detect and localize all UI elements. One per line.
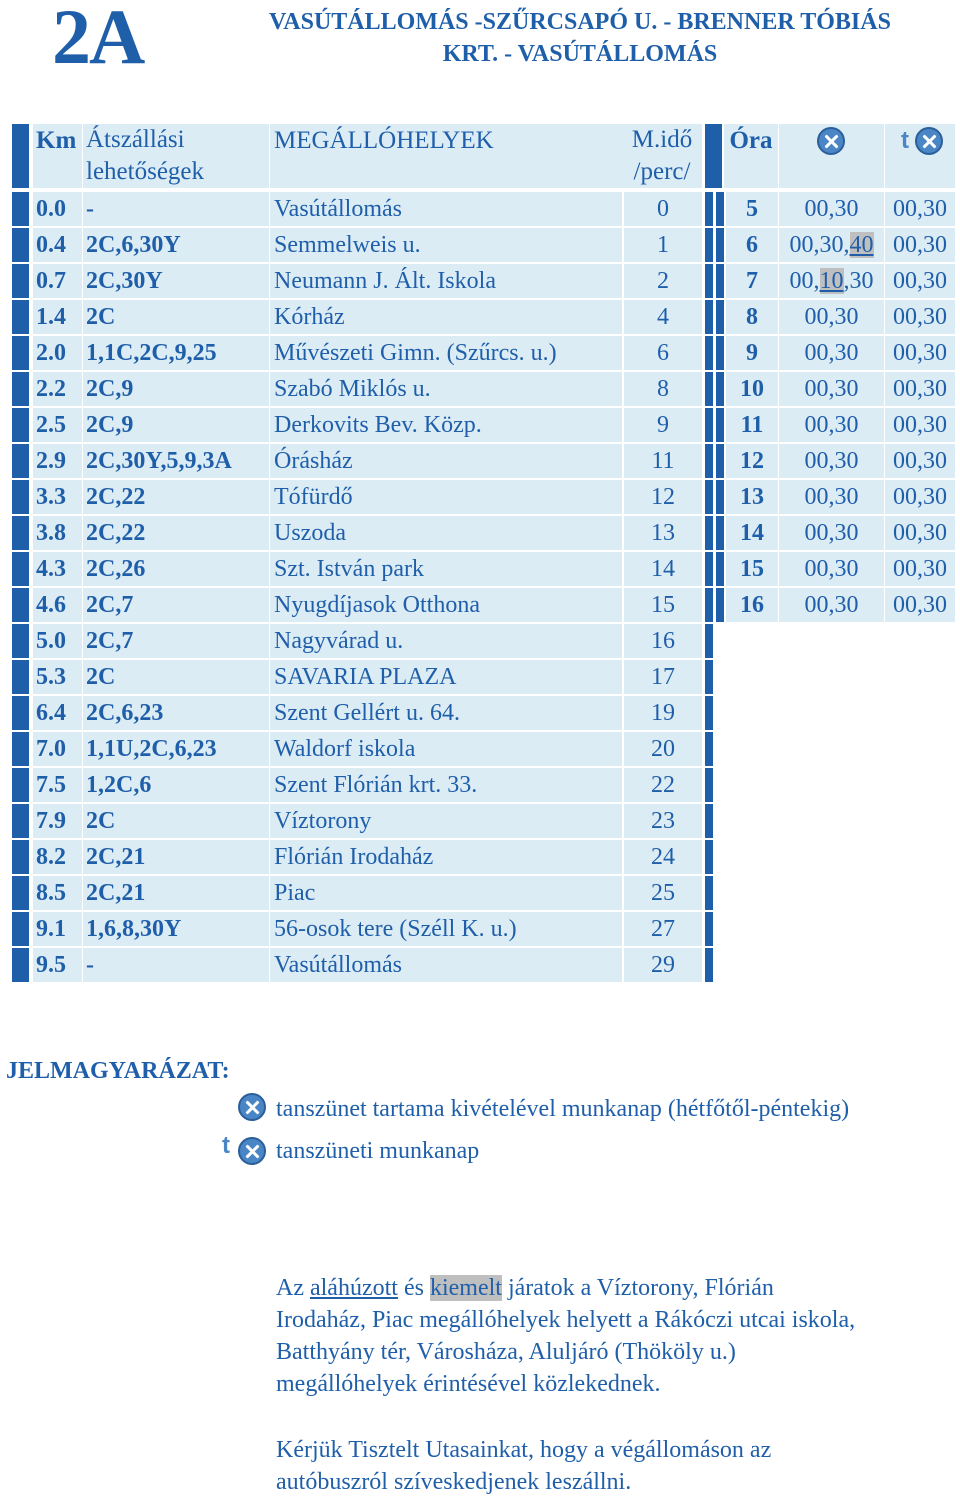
workday-minutes: 00,30 — [779, 480, 884, 514]
stop-transfer: 2C — [83, 804, 269, 838]
row-left-bar — [12, 732, 29, 766]
legend-workday: tanszünet tartama kivételével munkanap (hétfőtől-péntekig) — [276, 1096, 850, 1122]
row-left-bar — [12, 480, 29, 514]
workday-minutes: 00,30 — [779, 516, 884, 550]
row-left-bar — [12, 912, 29, 946]
legend-title: JELMAGYARÁZAT: — [6, 1058, 230, 1084]
stop-km: 2.5 — [33, 408, 82, 442]
departure-hour: 11 — [726, 408, 778, 442]
holiday-minutes: 00,30 — [885, 516, 955, 550]
workday-minutes: 00,30 — [779, 336, 884, 370]
stop-km: 6.4 — [33, 696, 82, 730]
workday-minutes: 00,30 — [779, 372, 884, 406]
row-mid-bar — [705, 660, 713, 694]
row-mid-bar — [705, 192, 713, 226]
workday-minutes: 00,30 — [779, 408, 884, 442]
departure-hour: 15 — [726, 552, 778, 586]
row-mid-bar — [705, 336, 713, 370]
special-departure: 10 — [819, 268, 844, 294]
hour-left-bar — [716, 192, 724, 226]
header-transfer: Átszállási lehetőségek — [83, 124, 269, 188]
stop-name: Művészeti Gimn. (Szűrcs. u.) — [270, 336, 622, 370]
workday-minutes: 00,30,40 — [779, 228, 884, 262]
row-mid-bar — [705, 516, 713, 550]
stop-km: 7.5 — [33, 768, 82, 802]
stop-km: 1.4 — [33, 300, 82, 334]
row-left-bar — [12, 768, 29, 802]
row-mid-bar — [705, 912, 713, 946]
route-title-line2: KRT. - VASÚTÁLLOMÁS — [442, 41, 718, 67]
departure-hour: 16 — [726, 588, 778, 622]
row-mid-bar — [705, 768, 713, 802]
row-left-bar — [12, 192, 29, 226]
x-circle-icon — [817, 127, 845, 155]
stop-name: 56-osok tere (Széll K. u.) — [270, 912, 622, 946]
stop-transfer: 2C,22 — [83, 516, 269, 550]
stop-transfer: 2C,21 — [83, 876, 269, 910]
hour-left-bar — [716, 516, 724, 550]
row-mid-bar — [705, 408, 713, 442]
stop-minute: 11 — [624, 444, 702, 478]
row-left-bar — [12, 660, 29, 694]
row-mid-bar — [705, 444, 713, 478]
row-left-bar — [12, 696, 29, 730]
stop-km: 7.0 — [33, 732, 82, 766]
stop-minute: 27 — [624, 912, 702, 946]
stop-name: Órásház — [270, 444, 622, 478]
holiday-minutes: 00,30 — [885, 588, 955, 622]
row-left-bar — [12, 372, 29, 406]
special-departure: 40 — [849, 232, 874, 258]
stop-name: Szt. István park — [270, 552, 622, 586]
row-left-bar — [12, 552, 29, 586]
row-mid-bar — [705, 480, 713, 514]
x-circle-icon — [238, 1093, 266, 1121]
row-mid-bar — [705, 696, 713, 730]
row-mid-bar — [705, 264, 713, 298]
row-mid-bar — [705, 624, 713, 658]
route-number: 2A — [52, 0, 144, 80]
legend-holiday: tanszüneti munkanap — [276, 1138, 480, 1164]
stop-km: 8.5 — [33, 876, 82, 910]
row-left-bar — [12, 876, 29, 910]
row-left-bar — [12, 804, 29, 838]
stop-transfer: 2C,9 — [83, 372, 269, 406]
row-mid-bar — [705, 732, 713, 766]
holiday-minutes: 00,30 — [885, 336, 955, 370]
passenger-note: Kérjük Tisztelt Utasainkat, hogy a végállomáson az autóbuszról szíveskedjenek leszállni. — [276, 1437, 772, 1495]
row-left-bar — [12, 840, 29, 874]
stop-transfer: 2C,6,23 — [83, 696, 269, 730]
row-mid-bar — [705, 300, 713, 334]
stop-transfer: 1,6,8,30Y — [83, 912, 269, 946]
stop-minute: 2 — [624, 264, 702, 298]
stop-km: 4.6 — [33, 588, 82, 622]
workday-minutes: 00,10,30 — [779, 264, 884, 298]
stop-name: Vasútállomás — [270, 948, 622, 982]
stop-transfer: 2C — [83, 300, 269, 334]
row-mid-bar — [705, 840, 713, 874]
stop-minute: 15 — [624, 588, 702, 622]
row-mid-bar — [705, 876, 713, 910]
stop-km: 2.9 — [33, 444, 82, 478]
x-circle-icon — [238, 1137, 266, 1165]
route-note: Az aláhúzott és kiemelt járatok a Víztorony, Flórián Irodaház, Piac megállóhelyek helyett a Rákóczi utcai iskola, Batthyány tér, Városháza, Aluljáró (Thököly u.) megállóhelyek érintésével közlekednek. — [276, 1275, 856, 1397]
stop-transfer: 2C,9 — [83, 408, 269, 442]
stop-name: Szabó Miklós u. — [270, 372, 622, 406]
stop-name: Nyugdíjasok Otthona — [270, 588, 622, 622]
stop-minute: 22 — [624, 768, 702, 802]
holiday-minutes: 00,30 — [885, 372, 955, 406]
departure-hour: 13 — [726, 480, 778, 514]
row-mid-bar — [705, 588, 713, 622]
header-workday — [779, 124, 884, 188]
stop-transfer: 1,1U,2C,6,23 — [83, 732, 269, 766]
stop-minute: 14 — [624, 552, 702, 586]
departure-hour: 6 — [726, 228, 778, 262]
stop-minute: 25 — [624, 876, 702, 910]
stop-transfer: - — [83, 948, 269, 982]
row-mid-bar — [705, 552, 713, 586]
stop-minute: 4 — [624, 300, 702, 334]
hour-left-bar — [716, 372, 724, 406]
stop-name: Víztorony — [270, 804, 622, 838]
workday-minutes: 00,30 — [779, 552, 884, 586]
hour-left-bar — [716, 264, 724, 298]
stop-km: 2.0 — [33, 336, 82, 370]
stop-name: Derkovits Bev. Közp. — [270, 408, 622, 442]
stop-minute: 24 — [624, 840, 702, 874]
stop-transfer: 2C,21 — [83, 840, 269, 874]
stop-name: Szent Flórián krt. 33. — [270, 768, 622, 802]
stop-km: 0.4 — [33, 228, 82, 262]
row-left-bar — [12, 948, 29, 982]
hour-left-bar — [716, 336, 724, 370]
holiday-minutes: 00,30 — [885, 480, 955, 514]
stop-minute: 9 — [624, 408, 702, 442]
stop-transfer: 2C,7 — [83, 588, 269, 622]
stop-km: 8.2 — [33, 840, 82, 874]
header-holiday — [885, 124, 955, 188]
stop-name: Kórház — [270, 300, 622, 334]
row-left-bar — [12, 264, 29, 298]
row-left-bar — [12, 300, 29, 334]
holiday-minutes: 00,30 — [885, 444, 955, 478]
hour-left-bar — [716, 408, 724, 442]
holiday-minutes: 00,30 — [885, 408, 955, 442]
workday-minutes: 00,30 — [779, 588, 884, 622]
departure-hour: 12 — [726, 444, 778, 478]
stop-transfer: 2C,30Y,5,9,3A — [83, 444, 269, 478]
row-left-bar — [12, 336, 29, 370]
stop-name: Semmelweis u. — [270, 228, 622, 262]
t-letter-icon: t — [901, 127, 909, 154]
row-left-bar — [12, 588, 29, 622]
stop-transfer: 2C,7 — [83, 624, 269, 658]
workday-minutes: 00,30 — [779, 300, 884, 334]
stop-name: Piac — [270, 876, 622, 910]
stop-name: SAVARIA PLAZA — [270, 660, 622, 694]
stop-name: Uszoda — [270, 516, 622, 550]
stop-km: 0.7 — [33, 264, 82, 298]
t-letter-icon: t — [222, 1132, 230, 1159]
stop-name: Flórián Irodaház — [270, 840, 622, 874]
stop-minute: 12 — [624, 480, 702, 514]
holiday-minutes: 00,30 — [885, 552, 955, 586]
stop-minute: 0 — [624, 192, 702, 226]
stop-transfer: - — [83, 192, 269, 226]
row-mid-bar — [705, 804, 713, 838]
row-left-bar — [12, 408, 29, 442]
hour-left-bar — [716, 552, 724, 586]
hour-left-bar — [716, 228, 724, 262]
header-hour: Óra — [724, 124, 778, 188]
header-km: Km — [33, 124, 82, 188]
stop-km: 9.5 — [33, 948, 82, 982]
stop-minute: 19 — [624, 696, 702, 730]
stop-minute: 1 — [624, 228, 702, 262]
header-stops: MEGÁLLÓHELYEK — [270, 124, 622, 188]
stop-minute: 8 — [624, 372, 702, 406]
departure-hour: 10 — [726, 372, 778, 406]
stop-km: 5.0 — [33, 624, 82, 658]
stop-minute: 13 — [624, 516, 702, 550]
stop-minute: 20 — [624, 732, 702, 766]
stop-minute: 23 — [624, 804, 702, 838]
hour-left-bar — [716, 300, 724, 334]
workday-minutes: 00,30 — [779, 192, 884, 226]
departure-hour: 7 — [726, 264, 778, 298]
hour-left-bar — [716, 444, 724, 478]
stop-minute: 16 — [624, 624, 702, 658]
row-left-bar — [12, 516, 29, 550]
departure-hour: 14 — [726, 516, 778, 550]
stop-km: 3.8 — [33, 516, 82, 550]
holiday-minutes: 00,30 — [885, 228, 955, 262]
stop-km: 2.2 — [33, 372, 82, 406]
departure-hour: 5 — [726, 192, 778, 226]
x-circle-icon — [915, 127, 943, 155]
header-left-bar — [12, 124, 29, 188]
row-mid-bar — [705, 948, 713, 982]
workday-minutes: 00,30 — [779, 444, 884, 478]
stop-transfer: 2C,6,30Y — [83, 228, 269, 262]
stop-name: Szent Gellért u. 64. — [270, 696, 622, 730]
header-time: M.idő /perc/ — [622, 124, 702, 188]
underlined-word: aláhúzott — [309, 1275, 398, 1301]
stop-name: Nagyvárad u. — [270, 624, 622, 658]
stop-name: Neumann J. Ált. Iskola — [270, 264, 622, 298]
header-mid-bar — [705, 124, 722, 188]
stop-name: Tófürdő — [270, 480, 622, 514]
row-left-bar — [12, 228, 29, 262]
stop-km: 7.9 — [33, 804, 82, 838]
stop-km: 3.3 — [33, 480, 82, 514]
stop-km: 5.3 — [33, 660, 82, 694]
stop-transfer: 2C,22 — [83, 480, 269, 514]
stop-transfer: 1,2C,6 — [83, 768, 269, 802]
holiday-minutes: 00,30 — [885, 264, 955, 298]
row-left-bar — [12, 624, 29, 658]
route-title-line1: VASÚTÁLLOMÁS -SZŰRCSAPÓ U. - BRENNER TÓBIÁS — [269, 9, 891, 35]
departure-hour: 9 — [726, 336, 778, 370]
holiday-minutes: 00,30 — [885, 192, 955, 226]
stop-km: 4.3 — [33, 552, 82, 586]
stop-name: Waldorf iskola — [270, 732, 622, 766]
route-title — [200, 6, 960, 70]
row-mid-bar — [705, 228, 713, 262]
stop-km: 9.1 — [33, 912, 82, 946]
stop-minute: 17 — [624, 660, 702, 694]
stop-minute: 29 — [624, 948, 702, 982]
row-left-bar — [12, 444, 29, 478]
stop-transfer: 2C,26 — [83, 552, 269, 586]
stop-transfer: 1,1C,2C,9,25 — [83, 336, 269, 370]
hour-left-bar — [716, 588, 724, 622]
stop-minute: 6 — [624, 336, 702, 370]
stop-transfer: 2C,30Y — [83, 264, 269, 298]
holiday-minutes: 00,30 — [885, 300, 955, 334]
stop-transfer: 2C — [83, 660, 269, 694]
stop-name: Vasútállomás — [270, 192, 622, 226]
highlighted-word: kiemelt — [429, 1275, 502, 1301]
hour-left-bar — [716, 480, 724, 514]
departure-hour: 8 — [726, 300, 778, 334]
stop-km: 0.0 — [33, 192, 82, 226]
row-mid-bar — [705, 372, 713, 406]
